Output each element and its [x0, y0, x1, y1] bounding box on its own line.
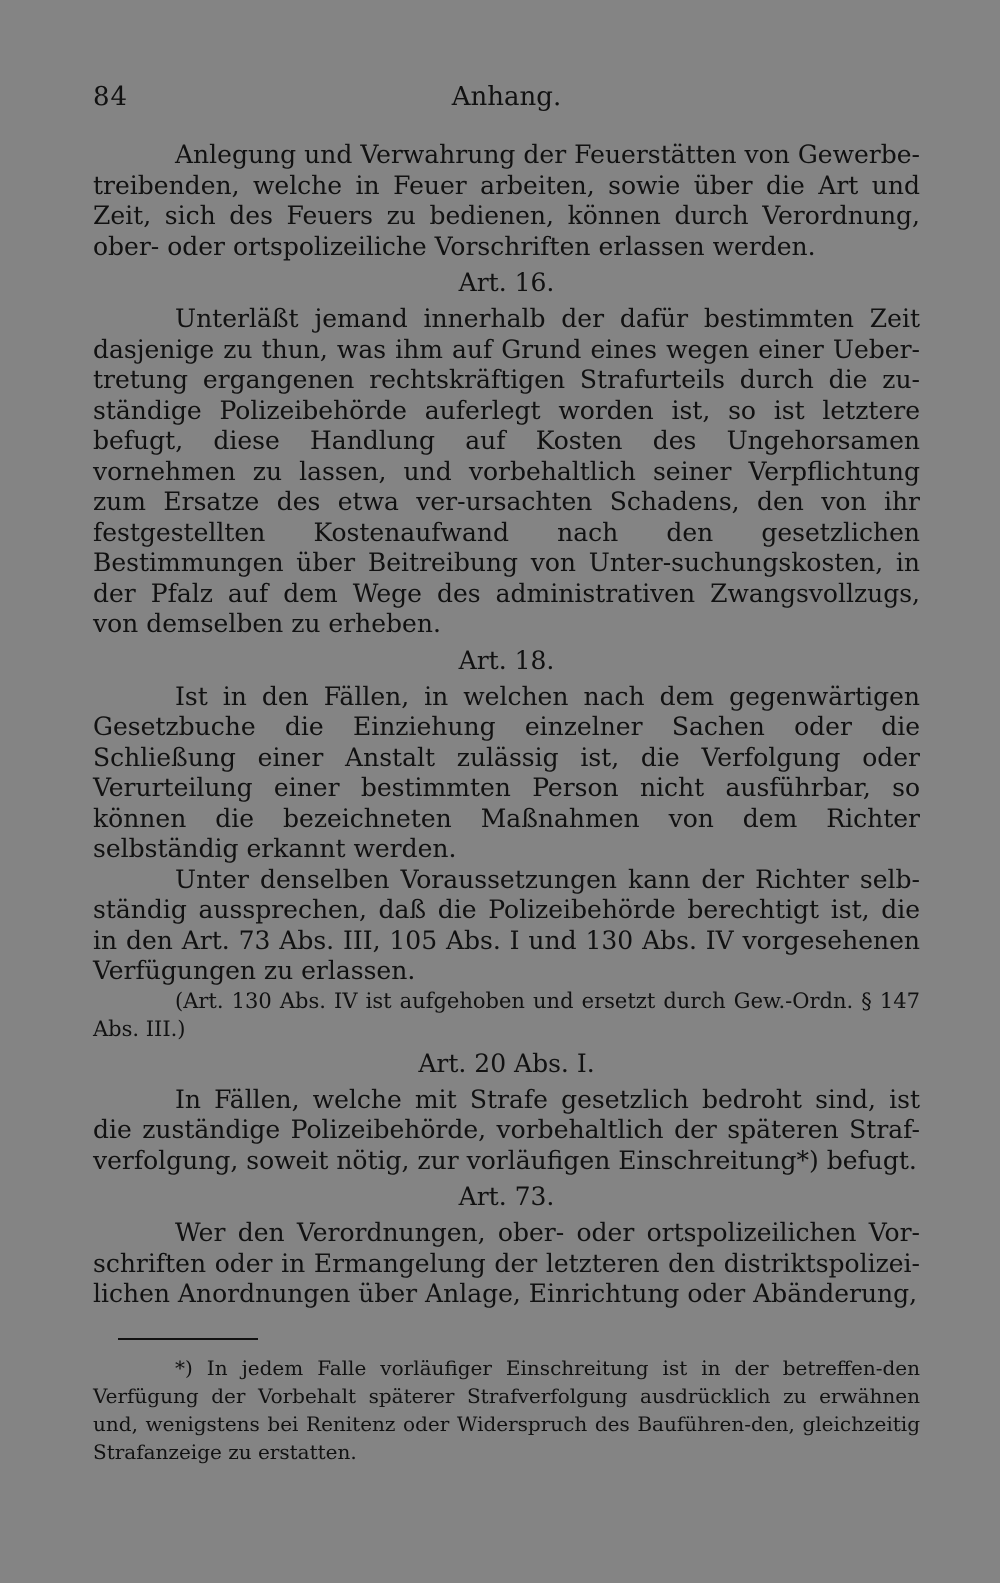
article-heading-16: Art. 16.	[458, 268, 555, 297]
paragraph-art-73: Wer den Verordnungen, ober- oder ortspolizeilichen Vor-schriften oder in Ermangelung der letzteren den distriktspolizei-lichen Anordnungen über Anlage, Einrichtung oder Abänderung,	[93, 1218, 920, 1308]
footnote-divider	[118, 1338, 258, 1340]
paragraph-feuerstaetten: Anlegung und Verwahrung der Feuerstätten von Gewerbe-treibenden, welche in Feuer arbeiten, sowie über die Art und Zeit, sich des Feuers zu bedienen, können durch Verordnung, ober- oder ortspolizeiliche Vorschriften erlassen werden.	[93, 140, 920, 261]
main-text	[93, 140, 920, 1310]
article-heading-20: Art. 20 Abs. I.	[418, 1048, 595, 1078]
paragraph-art-20: In Fällen, welche mit Strafe gesetzlich bedroht sind, ist die zuständige Polizeibehörde, vorbehaltlich der späteren Straf-verfolgung, soweit nötig, zur vorläufigen Einschreitung*) befugt.	[93, 1084, 920, 1175]
article-heading-18: Art. 18.	[458, 645, 555, 675]
page-header	[93, 82, 920, 122]
paragraph-art-18-2: Unter denselben Voraussetzungen kann der Richter selb-ständig aussprechen, daß die Polizeibehörde berechtigt ist, die in den Art. 73 Abs. III, 105 Abs. I und 130 Abs. IV vorgesehenen Verfügungen zu erlassen.	[93, 864, 920, 985]
note-art-130: (Art. 130 Abs. IV ist aufgehoben und ersetzt durch Gew.-Ordn. § 147 Abs. III.)	[93, 988, 920, 1041]
running-head: Anhang.	[451, 82, 562, 112]
footnote: *) In jedem Falle vorläufiger Einschreitung ist in der betreffen-den Verfügung der Vorbehalt späterer Strafverfolgung ausdrücklich zu erwähnen und, wenigstens bei Renitenz oder Widerspruch des Bauführen-den, gleichzeitig Strafanzeige zu erstatten.	[93, 1355, 920, 1464]
paragraph-art-18-1: Ist in den Fällen, in welchen nach dem gegenwärtigen Gesetzbuche die Einziehung einzelner Sachen oder die Schließung einer Anstalt zulässig ist, die Verfolgung oder Verurteilung einer bestimmten Person nicht ausführbar, so können die bezeichneten Maßnahmen von dem Richter selbständig erkannt werden.	[93, 681, 920, 863]
paragraph-art-16: Unterläßt jemand innerhalb der dafür bestimmten Zeit dasjenige zu thun, was ihm auf Grund eines wegen einer Ueber-tretung ergangenen rechtskräftigen Strafurteils durch die zu-ständige Polizeibehörde auferlegt worden ist, so ist letztere befugt, diese Handlung auf Kosten des Ungehorsamen vornehmen zu lassen, und vorbehaltlich seiner Verpflichtung zum Ersatze des etwa ver-ursachten Schadens, den von ihr festgestellten Kostenaufwand nach den gesetzlichen Bestimmungen über Beitreibung von Unter-suchungskosten, in der Pfalz auf dem Wege des administrativen Zwangsvollzugs, von demselben zu erheben.	[93, 304, 920, 638]
page-number: 84	[93, 82, 129, 112]
article-heading-73: Art. 73.	[458, 1182, 555, 1211]
